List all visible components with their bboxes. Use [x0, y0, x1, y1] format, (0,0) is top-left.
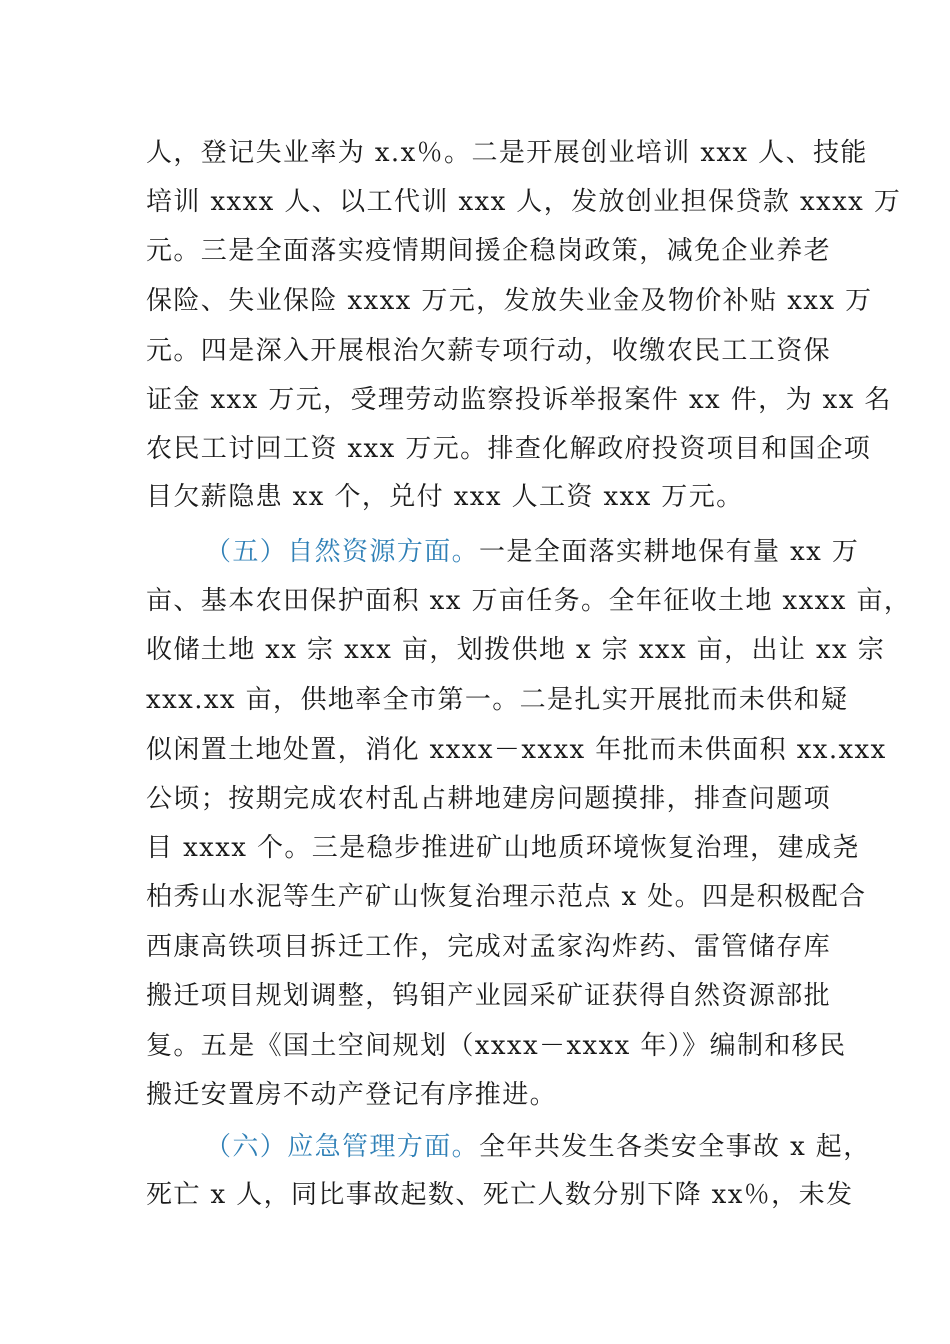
section-six-first-line	[205, 1127, 871, 1167]
body-line: 柏秀山水泥等生产矿山恢复治理示范点 x 处。四是积极配合	[146, 882, 867, 912]
body-line: 复。五是《国土空间规划（xxxx－xxxx 年）》编制和移民	[146, 1031, 847, 1061]
body-line: 搬迁项目规划调整，钨钼产业园采矿证获得自然资源部批	[146, 981, 832, 1011]
section-five-first-line-text: 一是全面落实耕地保有量 xx 万	[479, 537, 860, 567]
body-line: 搬迁安置房不动产登记有序推进。	[146, 1080, 558, 1110]
section-six-first-line-text: 全年共发生各类安全事故 x 起，	[479, 1132, 871, 1162]
body-line: 目欠薪隐患 xx 个，兑付 xxx 人工资 xxx 万元。	[146, 482, 744, 512]
body-line: 收储土地 xx 宗 xxx 亩，划拨供地 x 宗 xxx 亩，出让 xx 宗	[146, 635, 886, 665]
body-line: 元。四是深入开展根治欠薪专项行动，收缴农民工工资保	[146, 336, 832, 366]
body-line: 目 xxxx 个。三是稳步推进矿山地质环境恢复治理，建成尧	[146, 833, 860, 863]
body-line: 农民工讨回工资 xxx 万元。排查化解政府投资项目和国企项	[146, 434, 872, 464]
section-five-heading: （五）自然资源方面。	[205, 537, 480, 567]
body-line: 元。三是全面落实疫情期间援企稳岗政策，减免企业养老	[146, 236, 832, 266]
section-five-first-line	[205, 532, 860, 572]
body-line: 公顷；按期完成农村乱占耕地建房问题摸排，排查问题项	[146, 784, 832, 814]
body-line: 似闲置土地处置，消化 xxxx－xxxx 年批而未供面积 xx.xxx	[146, 735, 887, 765]
section-six-heading: （六）应急管理方面。	[205, 1132, 480, 1162]
body-line: xxx.xx 亩，供地率全市第一。二是扎实开展批而未供和疑	[146, 685, 849, 715]
body-line: 亩、基本农田保护面积 xx 万亩任务。全年征收土地 xxxx 亩，	[146, 586, 912, 616]
body-line: 保险、失业保险 xxxx 万元，发放失业金及物价补贴 xxx 万	[146, 286, 873, 316]
body-line: 西康高铁项目拆迁工作，完成对孟家沟炸药、雷管储存库	[146, 932, 832, 962]
body-line: 培训 xxxx 人、以工代训 xxx 人，发放创业担保贷款 xxxx 万	[146, 187, 902, 217]
body-line: 死亡 x 人，同比事故起数、死亡人数分别下降 xx％，未发	[146, 1180, 854, 1210]
body-line: 人，登记失业率为 x.x％。二是开展创业培训 xxx 人、技能	[146, 138, 868, 168]
body-line: 证金 xxx 万元，受理劳动监察投诉举报案件 xx 件，为 xx 名	[146, 385, 892, 415]
